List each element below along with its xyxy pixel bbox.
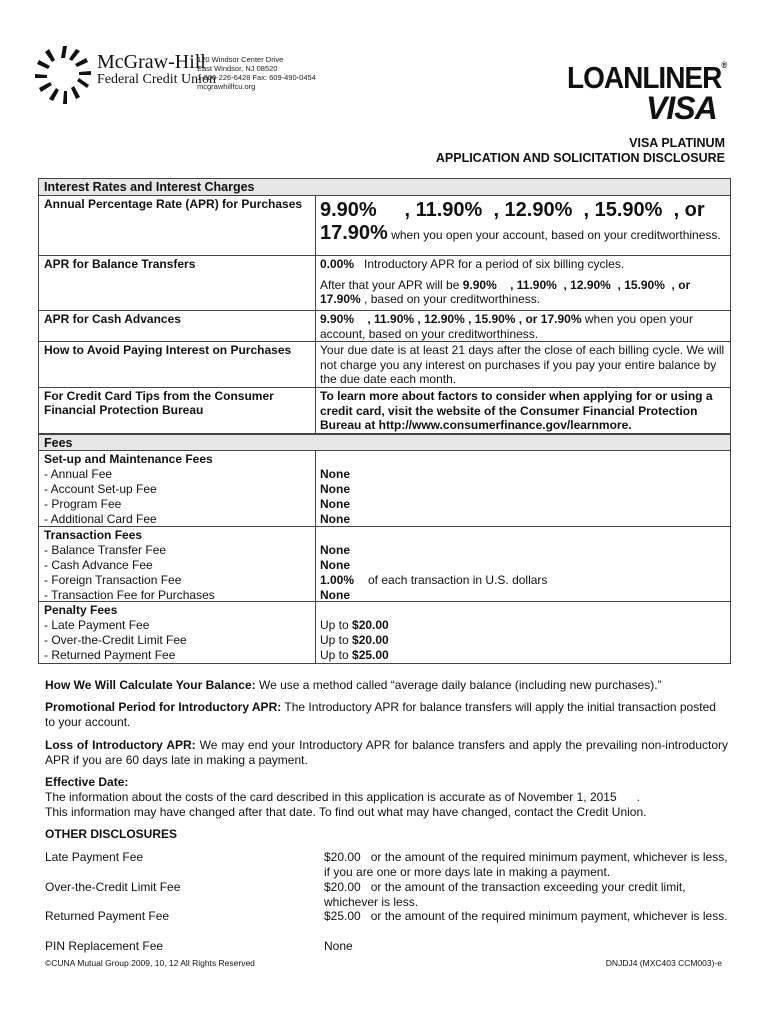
- apr-purchases-text: when you open your account, based on your creditworthiness.: [391, 228, 721, 242]
- fee-prefix: Up to: [320, 618, 349, 632]
- table-row: [39, 256, 730, 311]
- other-disclosure-row: [45, 939, 728, 954]
- copyright-footer: ©CUNA Mutual Group 2009, 10, 12 All Rights Reserved: [45, 958, 255, 968]
- fee-label: - Cash Advance Fee: [44, 558, 153, 572]
- other-label: PIN Replacement Fee: [45, 939, 164, 953]
- fee-label: - Program Fee: [44, 497, 122, 511]
- document-title: [436, 136, 725, 166]
- fee-value: 1.00%: [320, 573, 355, 587]
- form-number-footer: DNJDJ4 (MXC403 CCM003)-e: [605, 958, 722, 968]
- loanliner-text: LOANLINER: [567, 60, 722, 95]
- fees-section-heading: Fees: [39, 434, 730, 451]
- table-row: [39, 451, 730, 527]
- effective-label: Effective Date:: [45, 775, 129, 789]
- cfpb-text: To learn more about factors to consider when applying for or using a credit card, visit the website of the Consumer Financial Protection Bureau at http://www.consumerfinance.gov/learnmore.: [320, 389, 713, 432]
- effective-line1: The information about the costs of the card described in this application is accurate as of November 1, 2015 .: [45, 790, 640, 804]
- other-disclosure-row: [45, 850, 731, 879]
- apr-purchases-rates: 9.90% , 11.90% , 12.90% , 15.90% , or: [320, 199, 705, 221]
- bt-label: APR for Balance Transfers: [39, 256, 316, 310]
- address-line: 1-800-226-6428 Fax: 609-490-0454: [197, 73, 316, 82]
- avoid-interest-text: Your due date is at least 21 days after the close of each billing cycle. We will not charge you any interest on purchases if you pay your entire balance by the due date each month.: [320, 343, 725, 386]
- fee-label: - Account Set-up Fee: [44, 482, 157, 496]
- table-row: [39, 388, 730, 434]
- other-text: $25.00 or the amount of the required minimum payment, whichever is less.: [324, 909, 728, 923]
- cfpb-label: For Credit Card Tips from the Consumer Financial Protection Bureau: [39, 388, 316, 433]
- interest-section-heading: Interest Rates and Interest Charges: [39, 179, 730, 196]
- fee-value: None: [320, 558, 350, 572]
- table-row: [39, 196, 730, 256]
- balance-text: We use a method called “average daily balance (including new purchases).”: [258, 678, 662, 692]
- bt-intro-text: Introductory APR for a period of six billing cycles.: [364, 257, 625, 271]
- table-row: [39, 311, 730, 342]
- loss-of-intro-apr: [45, 738, 728, 768]
- ca-text: when you open your account, based on your creditworthiness.: [320, 312, 693, 341]
- fee-value: None: [320, 512, 350, 526]
- sunburst-logo-icon: [32, 44, 94, 106]
- fee-label: - Annual Fee: [44, 467, 113, 481]
- fee-prefix: Up to: [320, 633, 349, 647]
- other-text: $20.00 or the amount of the required minimum payment, whichever is less, if you are one or more days late in making a payment.: [324, 850, 731, 879]
- effective-date: [45, 775, 728, 820]
- fee-value: $20.00: [352, 633, 389, 647]
- fee-value: None: [320, 497, 350, 511]
- fee-value: None: [320, 588, 350, 602]
- other-text: None: [324, 939, 353, 953]
- registered-mark: ®: [721, 60, 727, 71]
- promotional-period: [45, 700, 728, 730]
- fee-value: $25.00: [352, 648, 389, 662]
- other-label: Returned Payment Fee: [45, 909, 170, 923]
- avoid-interest-label: How to Avoid Paying Interest on Purchases: [39, 342, 316, 387]
- other-text: $20.00 or the amount of the transaction exceeding your credit limit, whichever is less.: [324, 880, 689, 909]
- fee-value: None: [320, 543, 350, 557]
- bt-after-prefix: After that your APR will be: [320, 277, 460, 292]
- fee-label: - Transaction Fee for Purchases: [44, 588, 215, 602]
- bt-after-suffix: , based on your creditworthiness.: [364, 292, 541, 306]
- table-row: [39, 602, 730, 663]
- balance-label: How We Will Calculate Your Balance:: [45, 678, 256, 692]
- fee-label: - Additional Card Fee: [44, 512, 157, 526]
- other-label: Late Payment Fee: [45, 850, 144, 864]
- cu-name-line1: McGraw-Hill: [97, 51, 206, 73]
- other-label: Over-the-Credit Limit Fee: [45, 880, 181, 894]
- apr-purchases-label: Annual Percentage Rate (APR) for Purchases: [39, 196, 316, 255]
- apr-purchases-rate-last: 17.90%: [320, 222, 388, 244]
- fee-label: - Returned Payment Fee: [44, 648, 176, 662]
- ca-label: APR for Cash Advances: [39, 311, 316, 341]
- letterhead: [0, 0, 770, 130]
- cu-name-line2: Federal Credit Union: [97, 72, 216, 87]
- fee-value: None: [320, 467, 350, 481]
- effective-line2: This information may have changed after that date. To find out what may have changed, contact the Credit Union.: [45, 805, 647, 819]
- fee-value: $20.00: [352, 618, 389, 632]
- bt-after-rates: 9.90% , 11.90% , 12.90% , 15.90% , or 17.90%: [320, 277, 694, 306]
- setup-heading: Set-up and Maintenance Fees: [44, 452, 213, 466]
- loss-label: Loss of Introductory APR:: [45, 738, 196, 752]
- visa-logo: VISA: [646, 90, 717, 126]
- fee-label: - Foreign Transaction Fee: [44, 573, 182, 587]
- other-disclosures-heading: OTHER DISCLOSURES: [45, 827, 178, 841]
- address-line: mcgrawhillfcu.org: [197, 82, 256, 91]
- promo-text: The Introductory APR for balance transfers will apply the initial transaction posted to your account.: [45, 700, 716, 729]
- other-disclosure-row: [45, 880, 728, 909]
- cu-address: [197, 55, 316, 91]
- fee-label: - Over-the-Credit Limit Fee: [44, 633, 187, 647]
- table-row: [39, 342, 730, 388]
- fee-prefix: Up to: [320, 648, 349, 662]
- address-line: 120 Windsor Center Drive: [197, 55, 284, 64]
- penalty-heading: Penalty Fees: [44, 603, 118, 617]
- ca-rates: 9.90% , 11.90% , 12.90% , 15.90% , or 17.90%: [320, 312, 582, 326]
- table-row: [39, 527, 730, 602]
- transaction-heading: Transaction Fees: [44, 528, 143, 542]
- fee-note: of each transaction in U.S. dollars: [368, 573, 548, 587]
- fee-label: - Balance Transfer Fee: [44, 543, 167, 557]
- title-line1: VISA PLATINUM: [629, 136, 725, 150]
- bt-intro-rate: 0.00%: [320, 257, 355, 271]
- fee-value: None: [320, 482, 350, 496]
- title-line2: APPLICATION AND SOLICITATION DISCLOSURE: [435, 151, 725, 165]
- address-line: East Windsor, NJ 08520: [197, 64, 278, 73]
- balance-calculation: [45, 678, 728, 693]
- other-disclosure-row: [45, 909, 728, 924]
- loss-text: We may end your Introductory APR for balance transfers and apply the prevailing non-introductory APR if you are 60 days late in making a payment.: [45, 738, 729, 767]
- disclosure-table: [38, 178, 731, 664]
- promo-label: Promotional Period for Introductory APR:: [45, 700, 282, 714]
- fee-label: - Late Payment Fee: [44, 618, 150, 632]
